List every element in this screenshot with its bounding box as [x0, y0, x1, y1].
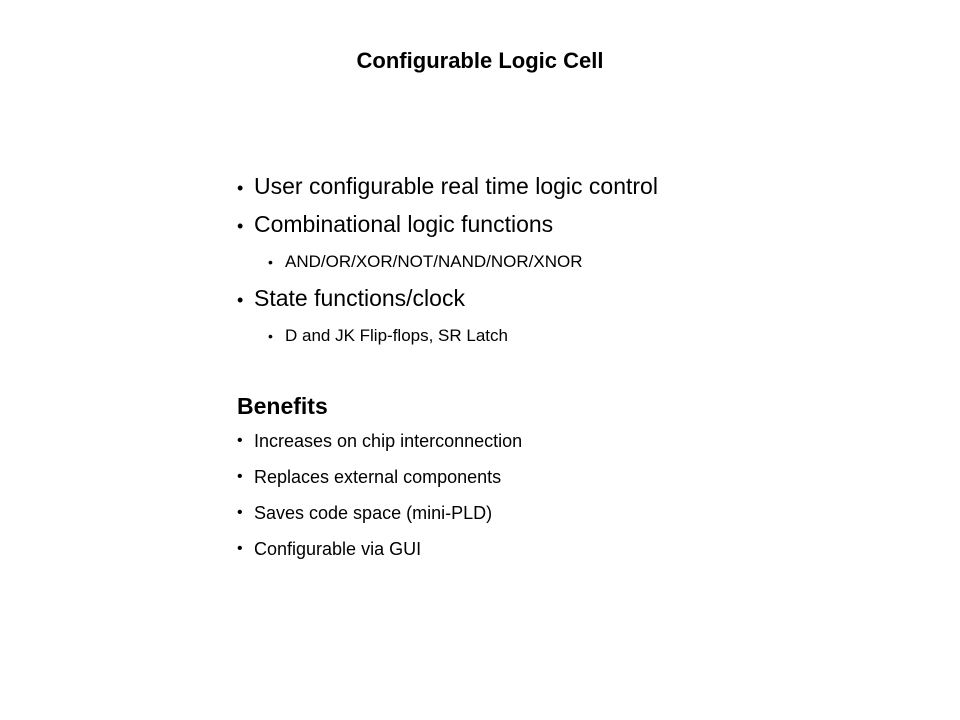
bullet-item — [237, 168, 877, 206]
bullet-item — [237, 206, 877, 244]
bullet-icon: • — [237, 540, 243, 557]
slide-title: Configurable Logic Cell — [356, 48, 604, 73]
benefit-item — [237, 496, 877, 532]
bullet-item — [237, 280, 877, 318]
bullet-text: User configurable real time logic control — [254, 173, 658, 199]
bullet-icon: • — [237, 504, 243, 521]
benefits-heading: Benefits — [237, 393, 328, 419]
bullet-text: State functions/clock — [254, 285, 465, 311]
sub-bullet-item — [237, 318, 877, 354]
benefit-item — [237, 424, 877, 460]
bullet-icon: • — [237, 178, 244, 198]
bullet-icon: • — [237, 432, 243, 449]
bullet-icon: • — [237, 468, 243, 485]
benefit-text: Replaces external components — [254, 467, 502, 487]
bullet-icon: • — [268, 328, 273, 344]
benefit-text: Increases on chip interconnection — [254, 431, 523, 451]
bullet-text: Combinational logic functions — [254, 211, 554, 237]
bullet-icon: • — [268, 254, 273, 270]
bullet-icon: • — [237, 216, 244, 236]
section-spacer — [237, 354, 877, 388]
sub-bullet-text: D and JK Flip-flops, SR Latch — [285, 326, 508, 345]
sub-bullet-text: AND/OR/XOR/NOT/NAND/NOR/XNOR — [285, 252, 583, 271]
sub-bullet-item — [237, 244, 877, 280]
bullet-icon: • — [237, 290, 244, 310]
benefit-text: Configurable via GUI — [254, 539, 422, 559]
benefit-item — [237, 532, 877, 568]
benefit-item — [237, 460, 877, 496]
slide-content — [237, 168, 877, 568]
benefit-text: Saves code space (mini-PLD) — [254, 503, 493, 523]
